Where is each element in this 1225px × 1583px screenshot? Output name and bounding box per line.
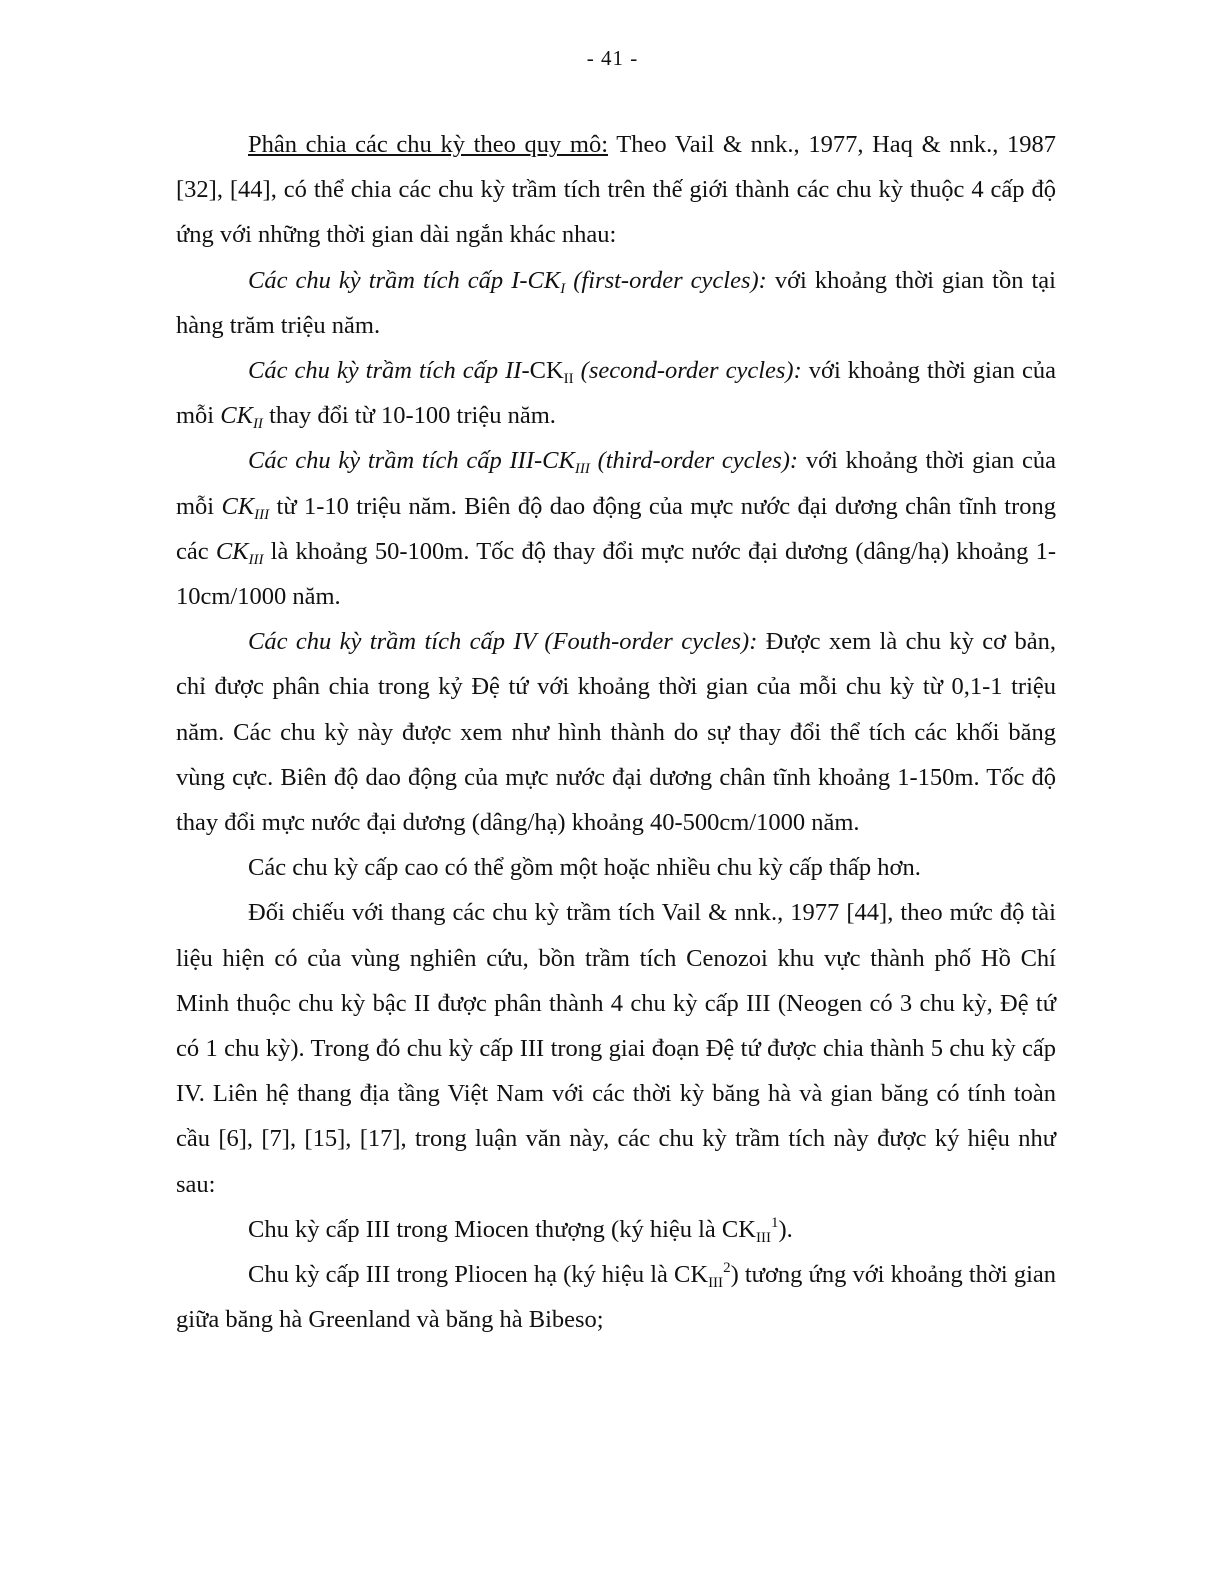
page-number: - 41 - <box>586 46 639 70</box>
paragraph-third-order: Các chu kỳ trầm tích cấp III-$CK_{III}$ (third-order cycles): với khoảng thời gian của mỗi $CK_{III}$ từ 1-10 triệu năm. Biên độ dao động của mực nước đại dương chân tĩnh trong các $CK_{III}$ là khoảng 50-100m. Tốc độ thay đổi mực nước đại dương (dâng/hạ) khoảng 1-10cm/1000 năm. <box>176 447 1057 611</box>
paragraph-fourth-order: Các chu kỳ trầm tích cấp IV (Fouth-order cycles): Được xem là chu kỳ cơ bản, chỉ được phân chia trong kỷ Đệ tứ với khoảng thời gian của mỗi chu kỳ từ 0,1-1 triệu năm. Các chu kỳ này được xem như hình thành do sự thay đổi thể tích các khối băng vùng cực. Biên độ dao động của mực nước đại dương chân tĩnh khoảng 1-150m. Tốc độ thay đổi mực nước đại dương (dâng/hạ) khoảng 40-500cm/1000 năm. <box>176 628 1056 837</box>
paragraph-higher-cycles: Các chu kỳ cấp cao có thể gồm một hoặc nhiều chu kỳ cấp thấp hơn. <box>248 854 921 882</box>
paragraph-scale-division: Phân chia các chu kỳ theo quy mô: Theo Vail & nnk., 1977, Haq & nnk., 1987 [32], [44], có thể chia các chu kỳ trầm tích trên thế giới thành các chu kỳ thuộc 4 cấp độ ứng với những thời gian dài ngắn khác nhau: <box>176 131 1056 249</box>
section-heading: Phân chia các chu kỳ theo quy mô: <box>248 131 609 158</box>
paragraph-second-order: Các chu kỳ trầm tích cấp $II-CK_{II}$ (second-order cycles): với khoảng thời gian của mỗi $CK_{II}$ thay đổi từ 10-100 triệu năm. <box>176 357 1057 433</box>
paragraph-cycle-pliocene: Chu kỳ cấp III trong Pliocen hạ (ký hiệu là $CK_{III}^2$) tương ứng với khoảng thời gian giữa băng hà Greenland và băng hà Bibeso; <box>176 1260 1056 1334</box>
paragraph-first-order: Các chu kỳ trầm tích cấp $I-CK_I$ (first-order cycles): với khoảng thời gian tồn tại hàng trăm triệu năm. <box>176 266 1056 339</box>
paragraph-comparison: Đối chiếu với thang các chu kỳ trầm tích Vail & nnk., 1977 [44], theo mức độ tài liệu hiện có của vùng nghiên cứu, bồn trầm tích Cenozoi khu vực thành phố Hồ Chí Minh thuộc chu kỳ bậc II được phân thành 4 chu kỳ cấp III (Neogen có 3 chu kỳ, Đệ tứ có 1 chu kỳ). Trong đó chu kỳ cấp III trong giai đoạn Đệ tứ được chia thành 5 chu kỳ cấp IV. Liên hệ thang địa tầng Việt Nam với các thời kỳ băng hà và gian băng có tính toàn cầu [6], [7], [15], [17], trong luận văn này, các chu kỳ trầm tích này được ký hiệu như sau: <box>176 899 1056 1198</box>
paragraph-cycle-miocene: Chu kỳ cấp III trong Miocen thượng (ký hiệu là $CK_{III}^1$). <box>248 1214 793 1246</box>
document-body <box>176 122 1056 1342</box>
